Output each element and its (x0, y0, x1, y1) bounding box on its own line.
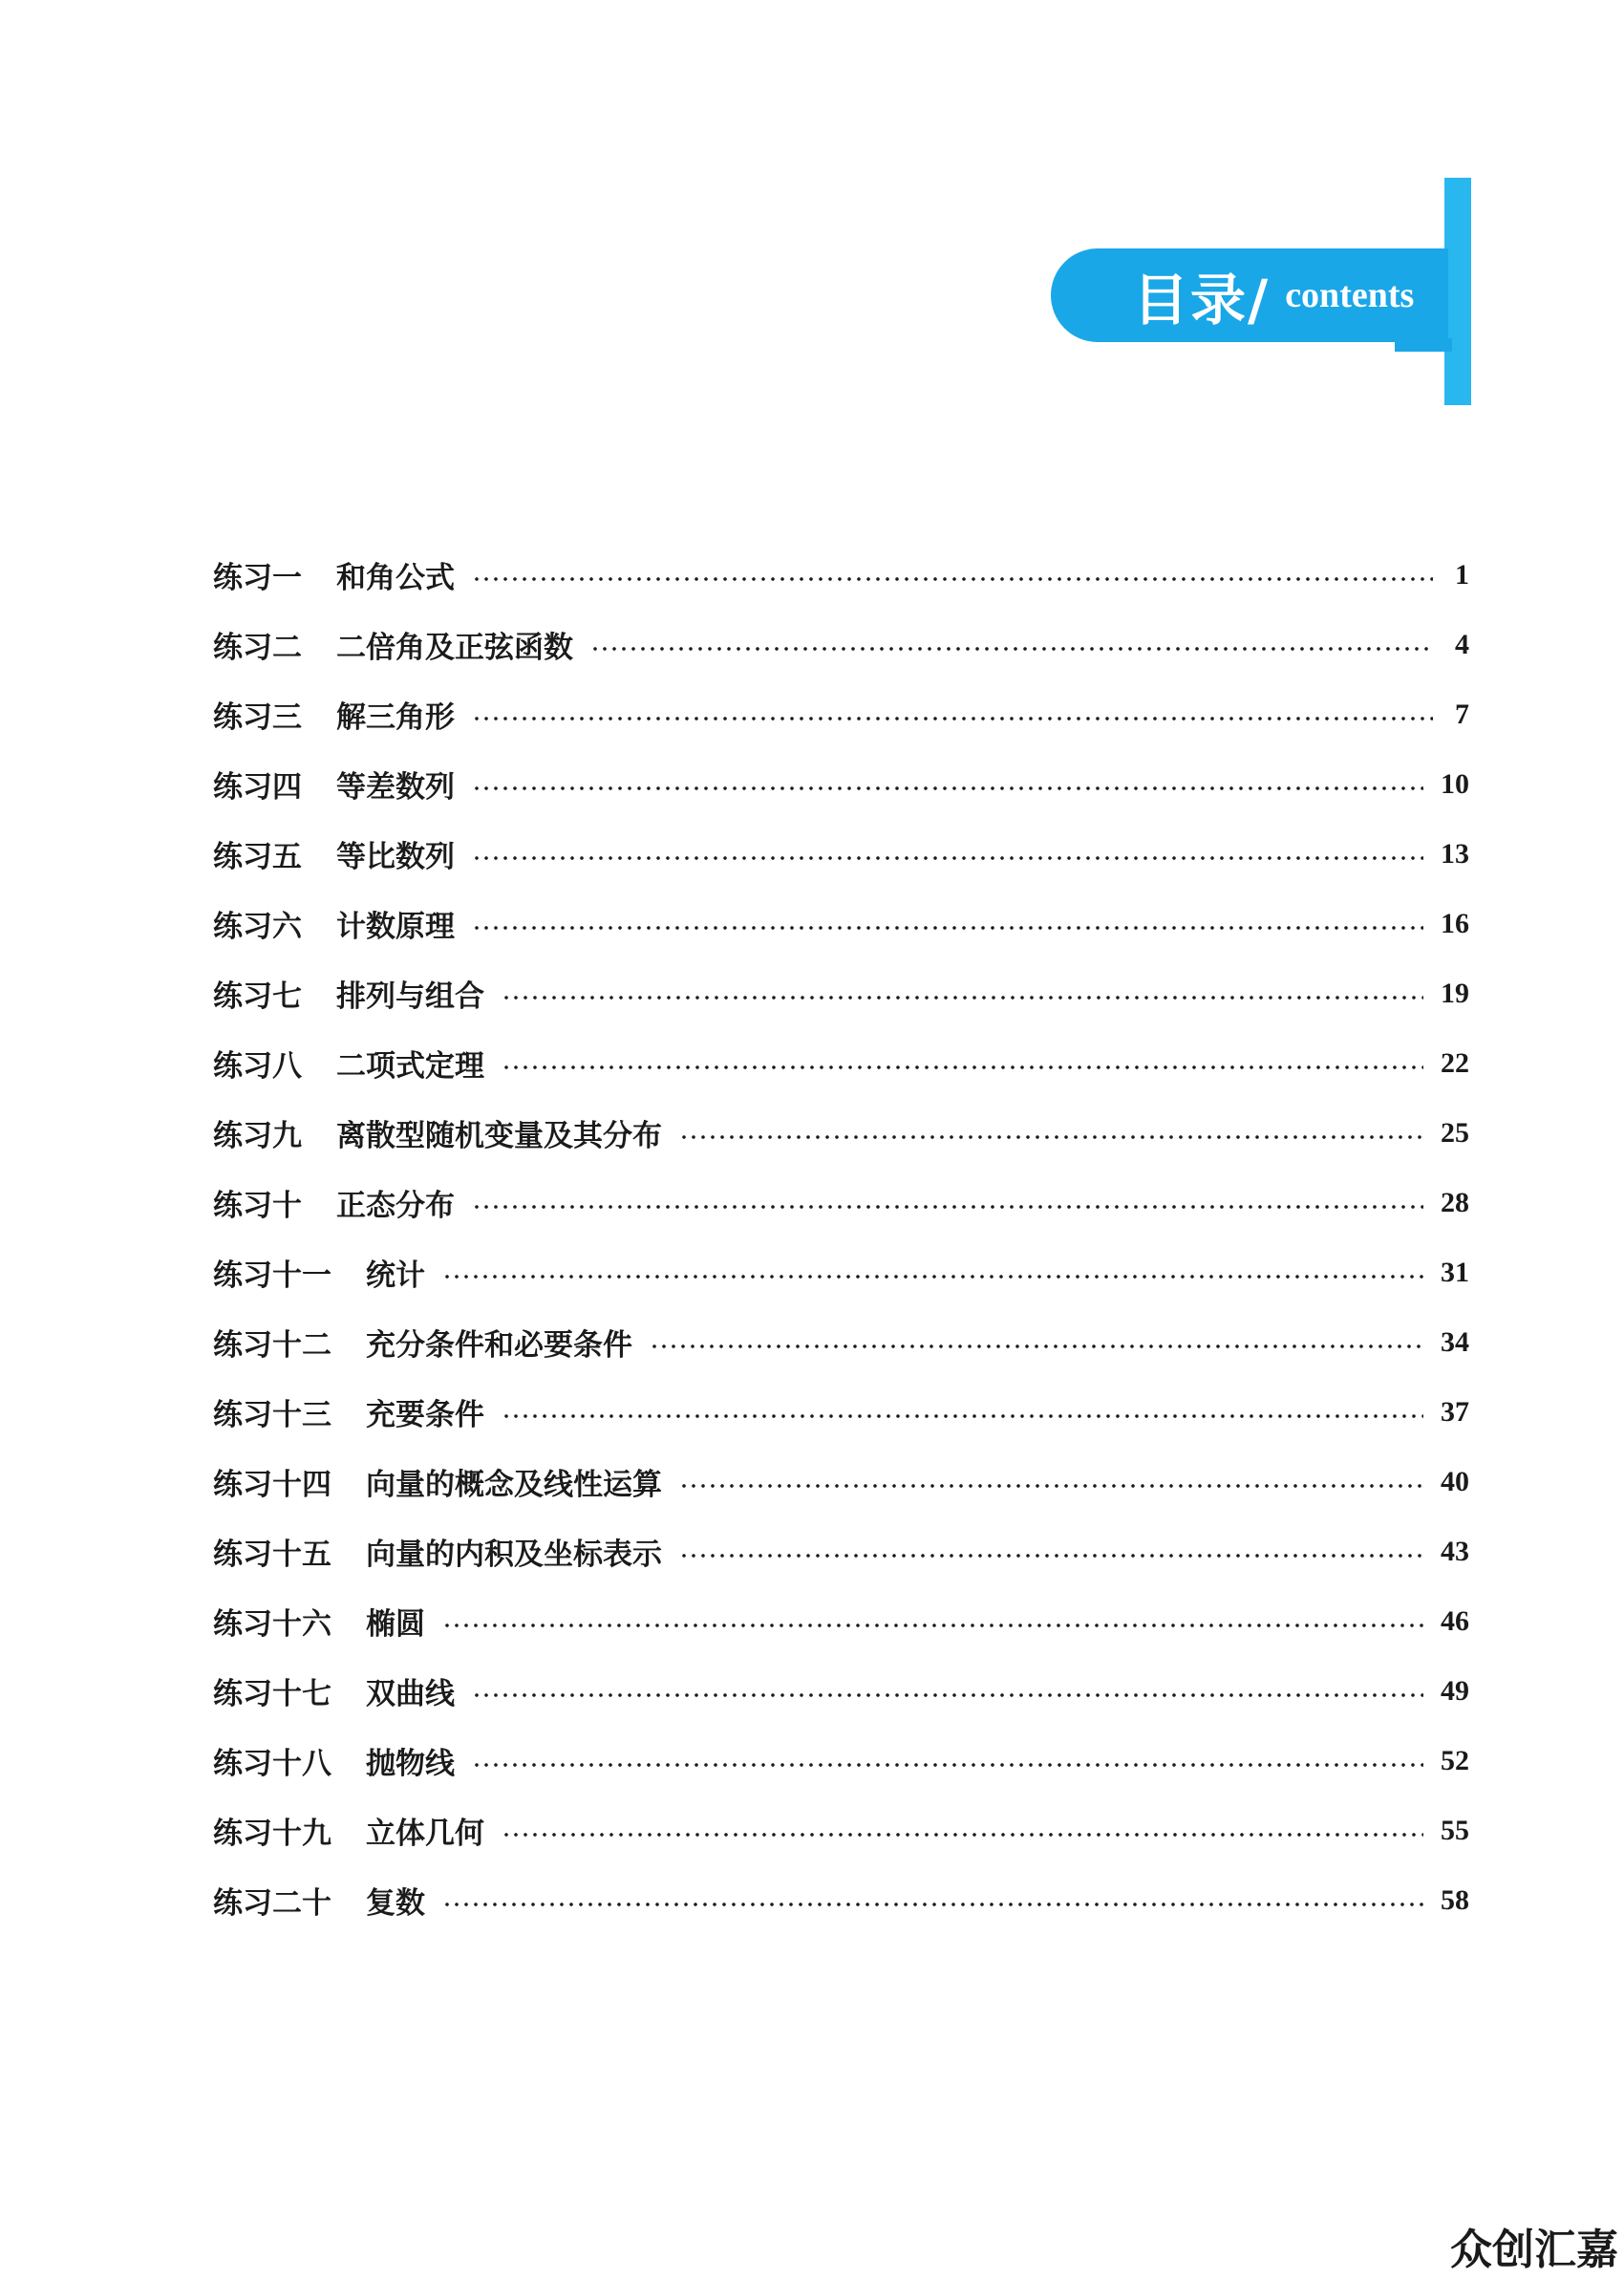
contents-title-en: contents (1285, 275, 1415, 315)
toc-exercise-number: 练习二十 (213, 1886, 331, 1921)
toc-exercise-number: 练习十七 (213, 1677, 331, 1711)
toc-exercise-number: 练习四 (213, 770, 302, 805)
toc-exercise-title: 二倍角及正弦函数 (336, 631, 573, 665)
toc-page-number: 37 (1441, 1395, 1469, 1428)
toc-dot-leader (502, 1833, 1423, 1837)
contents-title (1133, 250, 1414, 340)
toc-entry[interactable] (213, 1865, 1469, 1935)
toc-exercise-number: 练习三 (213, 700, 302, 735)
toc-dot-leader (472, 856, 1423, 860)
toc-entry[interactable] (213, 958, 1469, 1028)
toc-exercise-title: 复数 (366, 1886, 425, 1921)
toc-exercise-number: 练习十五 (213, 1538, 331, 1572)
toc-page-number: 55 (1441, 1814, 1469, 1846)
toc-entry[interactable] (213, 1516, 1469, 1586)
toc-entry-label (213, 1042, 484, 1085)
toc-page-number: 4 (1455, 628, 1469, 660)
toc-entry[interactable] (213, 749, 1469, 819)
toc-exercise-number: 练习十 (213, 1189, 302, 1223)
toc-page-number: 34 (1441, 1325, 1469, 1358)
toc-dot-leader (442, 1903, 1423, 1906)
toc-dot-leader (472, 577, 1433, 581)
contents-header (1051, 178, 1471, 407)
toc-page-number: 52 (1441, 1744, 1469, 1776)
toc-page-number: 49 (1441, 1674, 1469, 1707)
header-accent-notch (1395, 338, 1452, 352)
toc-exercise-number: 练习九 (213, 1119, 302, 1153)
toc-dot-leader (472, 786, 1423, 790)
toc-page-number: 43 (1441, 1535, 1469, 1567)
toc-dot-leader (472, 717, 1433, 721)
toc-exercise-title: 向量的概念及线性运算 (366, 1468, 662, 1502)
toc-exercise-title: 椭圆 (366, 1607, 425, 1642)
toc-dot-leader (679, 1135, 1423, 1139)
toc-page-number: 19 (1441, 977, 1469, 1009)
toc-entry-label (213, 1809, 484, 1852)
toc-dot-leader (679, 1554, 1423, 1558)
toc-dot-leader (650, 1344, 1423, 1348)
toc-entry-label (213, 1460, 662, 1503)
toc-entry-label (213, 1181, 455, 1224)
toc-exercise-number: 练习七 (213, 979, 302, 1014)
toc-entry[interactable] (213, 1377, 1469, 1447)
toc-entry-label (213, 1111, 662, 1154)
toc-page-number: 16 (1441, 907, 1469, 939)
toc-dot-leader (442, 1275, 1423, 1279)
toc-entry-label (213, 1530, 662, 1573)
toc-exercise-number: 练习二 (213, 631, 302, 665)
toc-exercise-title: 等比数列 (336, 840, 455, 874)
toc-exercise-title: 和角公式 (336, 561, 455, 595)
toc-page-number: 7 (1455, 698, 1469, 730)
toc-page-number: 46 (1441, 1604, 1469, 1637)
toc-entry-label (213, 1321, 632, 1364)
toc-entry[interactable] (213, 679, 1469, 749)
toc-exercise-title: 正态分布 (336, 1189, 455, 1223)
toc-entry-label (213, 623, 573, 666)
toc-entry-label (213, 1879, 425, 1922)
toc-exercise-title: 离散型随机变量及其分布 (336, 1119, 662, 1153)
toc-entry-label (213, 832, 455, 875)
toc-exercise-title: 排列与组合 (336, 979, 484, 1014)
toc-page-number: 28 (1441, 1186, 1469, 1218)
toc-entry-label (213, 1739, 455, 1782)
toc-exercise-number: 练习十六 (213, 1607, 331, 1642)
toc-exercise-title: 充分条件和必要条件 (366, 1328, 632, 1363)
toc-entry[interactable] (213, 1168, 1469, 1237)
toc-exercise-title: 二项式定理 (336, 1049, 484, 1084)
toc-exercise-title: 充要条件 (366, 1398, 484, 1432)
toc-exercise-number: 练习十三 (213, 1398, 331, 1432)
toc-entry-label (213, 1251, 425, 1294)
toc-page-number: 22 (1441, 1046, 1469, 1079)
publisher-watermark: 众创汇嘉 (1450, 2226, 1618, 2274)
toc-exercise-number: 练习十八 (213, 1747, 331, 1781)
toc-entry[interactable] (213, 1307, 1469, 1377)
toc-exercise-number: 练习十一 (213, 1258, 331, 1293)
toc-exercise-title: 双曲线 (366, 1677, 455, 1711)
toc-dot-leader (472, 1763, 1423, 1767)
toc-exercise-title: 向量的内积及坐标表示 (366, 1538, 662, 1572)
toc-entry-label (213, 1669, 455, 1712)
toc-dot-leader (502, 996, 1423, 1000)
toc-dot-leader (590, 647, 1433, 651)
toc-dot-leader (472, 1205, 1423, 1209)
table-of-contents (213, 540, 1469, 1935)
toc-page-number: 25 (1441, 1116, 1469, 1149)
toc-entry[interactable] (213, 1098, 1469, 1168)
toc-exercise-title: 立体几何 (366, 1817, 484, 1851)
toc-page-number: 40 (1441, 1465, 1469, 1497)
toc-entry[interactable] (213, 610, 1469, 679)
toc-entry[interactable] (213, 1796, 1469, 1865)
toc-entry[interactable] (213, 1028, 1469, 1098)
toc-exercise-number: 练习六 (213, 910, 302, 944)
toc-entry-label (213, 553, 455, 596)
toc-entry-label (213, 1390, 484, 1433)
toc-entry-label (213, 972, 484, 1015)
toc-entry[interactable] (213, 1447, 1469, 1516)
toc-page-number: 1 (1455, 558, 1469, 591)
toc-entry[interactable] (213, 889, 1469, 958)
toc-entry[interactable] (213, 1586, 1469, 1656)
toc-exercise-title: 计数原理 (336, 910, 455, 944)
toc-exercise-number: 练习八 (213, 1049, 302, 1084)
toc-entry-label (213, 763, 455, 806)
toc-exercise-title: 抛物线 (366, 1747, 455, 1781)
toc-dot-leader (472, 1693, 1423, 1697)
toc-entry[interactable] (213, 1726, 1469, 1796)
toc-exercise-number: 练习一 (213, 561, 302, 595)
toc-entry[interactable] (213, 1656, 1469, 1726)
header-accent-bar (1444, 178, 1471, 405)
toc-exercise-title: 统计 (366, 1258, 425, 1293)
toc-page-number: 31 (1441, 1256, 1469, 1288)
toc-exercise-number: 练习十九 (213, 1817, 331, 1851)
toc-entry[interactable] (213, 1237, 1469, 1307)
toc-entry-label (213, 902, 455, 945)
toc-page-number: 10 (1441, 767, 1469, 800)
toc-exercise-title: 解三角形 (336, 700, 455, 735)
toc-page-number: 13 (1441, 837, 1469, 870)
toc-exercise-title: 等差数列 (336, 770, 455, 805)
toc-entry[interactable] (213, 819, 1469, 889)
toc-page-number: 58 (1441, 1883, 1469, 1916)
toc-dot-leader (472, 926, 1423, 930)
toc-entry-label (213, 1600, 425, 1643)
toc-entry[interactable] (213, 540, 1469, 610)
toc-dot-leader (502, 1414, 1423, 1418)
toc-entry-label (213, 693, 455, 736)
contents-title-zh: 目录/ (1133, 268, 1271, 333)
toc-exercise-number: 练习五 (213, 840, 302, 874)
toc-exercise-number: 练习十二 (213, 1328, 331, 1363)
toc-exercise-number: 练习十四 (213, 1468, 331, 1502)
toc-dot-leader (502, 1065, 1423, 1069)
toc-dot-leader (679, 1484, 1423, 1488)
toc-dot-leader (442, 1624, 1423, 1627)
